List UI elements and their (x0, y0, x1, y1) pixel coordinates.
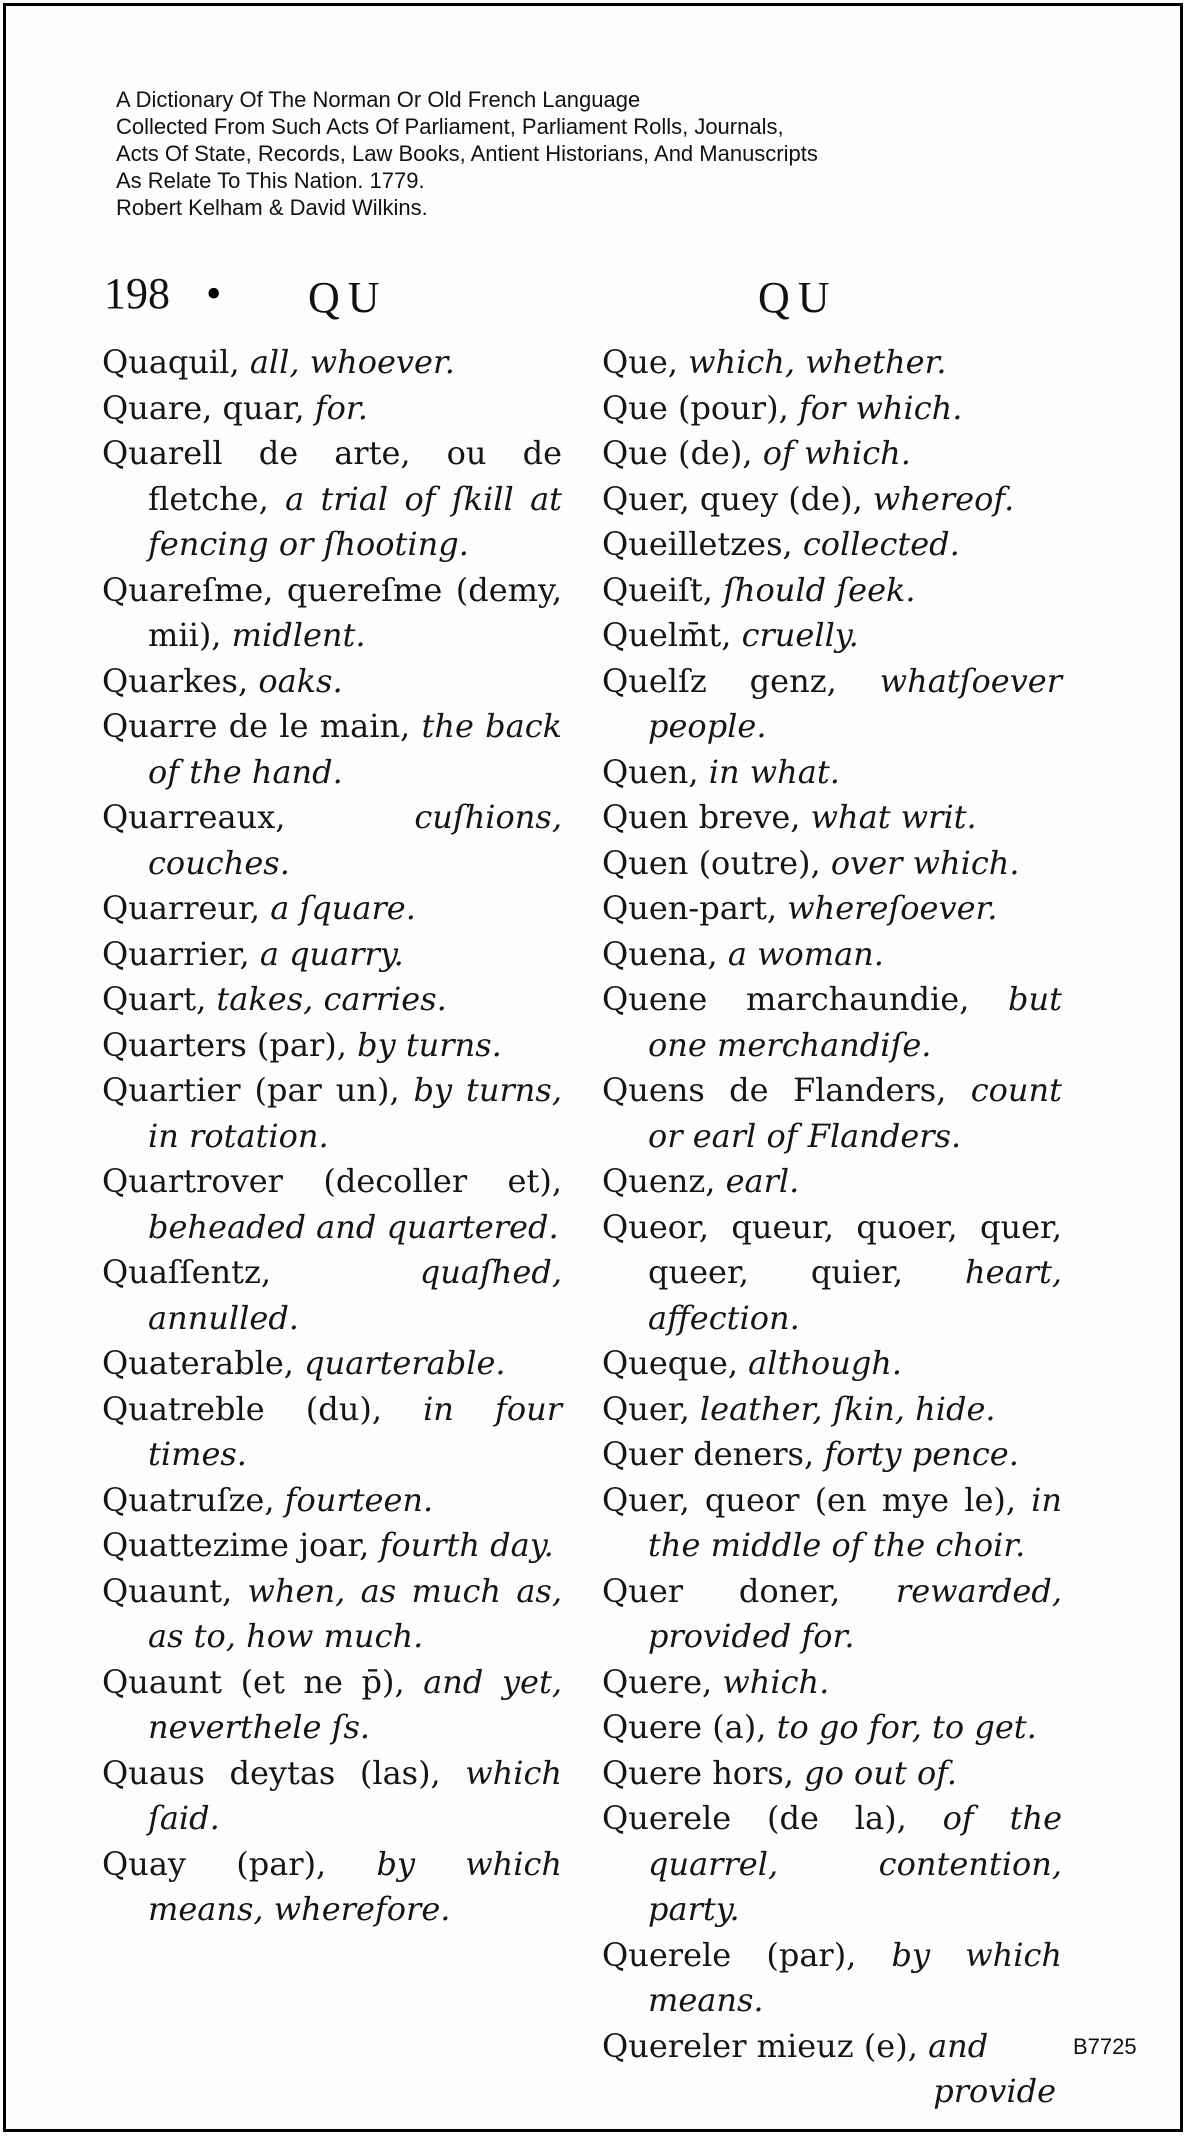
dictionary-entry (102, 1387, 562, 1478)
dictionary-entry (602, 977, 1062, 1068)
dictionary-entry (602, 1478, 1062, 1569)
entry-definition: midlent. (231, 616, 366, 654)
entry-headword: Queiſt, (602, 570, 724, 609)
entry-definition: a trial of ſkill at fencing or ſhooting. (148, 479, 563, 563)
dictionary-entry (602, 613, 1062, 659)
entry-definition: by turns, in rotation. (148, 1071, 563, 1155)
entry-headword: Quaquil, (102, 343, 250, 381)
running-head-left: QU (308, 273, 388, 322)
entry-headword: Quen, (602, 752, 709, 791)
title-line-3: Acts Of State, Records, Law Books, Antient Historians, And Manuscripts (116, 141, 818, 166)
dictionary-entry (102, 1842, 562, 1933)
dictionary-entry (602, 1705, 1062, 1751)
dictionary-entry (602, 386, 1062, 432)
entry-definition: quaſhed, annulled. (148, 1253, 562, 1337)
entry-definition: all, whoever. (249, 343, 455, 381)
entry-headword: Que, (602, 343, 689, 381)
dictionary-entry (102, 1569, 562, 1660)
dictionary-entry (602, 1068, 1062, 1159)
catalog-stamp: B7725 (1073, 2034, 1137, 2059)
entry-definition: in four times. (148, 1389, 562, 1473)
entry-definition: by which means. (648, 1935, 1063, 2019)
dictionary-entry (102, 431, 562, 568)
entry-definition: earl. (725, 1162, 800, 1200)
entry-definition: a woman. (727, 934, 884, 973)
entry-headword: Quarreur, (102, 889, 271, 927)
entry-definition: for which. (798, 388, 963, 427)
dictionary-entry (602, 841, 1062, 887)
entry-headword: Quelm̄t, (602, 616, 742, 654)
entry-headword: Quen-part, (602, 889, 788, 927)
dictionary-entry (602, 522, 1062, 568)
entry-headword: Quereler mieuz (e), (602, 2026, 929, 2065)
entry-definition: fourth day. (379, 1526, 554, 1564)
entry-headword: Quay (par), (102, 1844, 377, 1883)
entry-headword: Quen (outre), (602, 843, 831, 882)
dictionary-entry (102, 886, 562, 932)
entry-headword: Quer, quey (de), (602, 479, 873, 518)
entry-headword: Querele (de la), (602, 1799, 943, 1837)
right-column (602, 340, 1062, 2115)
dictionary-entry (102, 932, 562, 978)
dictionary-entry (102, 1159, 562, 1250)
entry-definition: what writ. (810, 798, 977, 836)
dictionary-entry (102, 795, 562, 886)
entry-definition: whatſoever people. (648, 661, 1062, 745)
entry-headword: Quarreaux, (102, 798, 415, 836)
dictionary-entry (602, 1751, 1062, 1797)
entry-headword: Que (de), (602, 434, 763, 472)
entry-headword: Quens de Flanders, (602, 1071, 971, 1109)
dictionary-entry (602, 340, 1062, 386)
entry-definition: for. (314, 388, 368, 427)
entry-headword: Quatreble (du), (102, 1389, 424, 1428)
dictionary-entry (602, 477, 1062, 523)
entry-headword: Quart, (102, 980, 217, 1018)
entry-definition: cruelly. (741, 616, 859, 654)
dictionary-entry (602, 750, 1062, 796)
entry-definition: leather, ſkin, hide. (699, 1389, 996, 1428)
dictionary-entry (102, 1751, 562, 1842)
entry-definition: quarterable. (304, 1344, 506, 1382)
dictionary-entry (102, 1250, 562, 1341)
entry-headword: Quelſz genz, (602, 661, 880, 700)
entry-headword: Quere hors, (602, 1753, 805, 1792)
entry-headword: Quer, (602, 1389, 700, 1428)
continuation-word: provide (933, 2072, 1056, 2110)
entry-headword: Quarre de le main, (102, 707, 422, 745)
dictionary-entry (602, 1933, 1062, 2024)
entry-definition: which, whether. (688, 343, 947, 381)
entry-headword: Quaunt, (102, 1571, 248, 1610)
entry-headword: Quaunt (et ne p̄), (102, 1662, 424, 1701)
entry-definition: the back of the hand. (148, 707, 563, 791)
dictionary-entry (102, 1660, 562, 1751)
entry-definition: beheaded and quartered. (148, 1207, 559, 1246)
dictionary-entry (602, 795, 1062, 841)
dictionary-entry (102, 386, 562, 432)
entry-definition: a quarry. (259, 934, 404, 973)
entry-headword: Quaus deytas (las), (102, 1753, 466, 1792)
entry-definition: and yet, neverthele ſs. (148, 1662, 562, 1746)
dictionary-entry (602, 886, 1062, 932)
entry-headword: Quatruſze, (102, 1480, 285, 1519)
entry-definition: when, as much as, as to, how much. (148, 1571, 563, 1655)
entry-headword: Quarell de arte, ou de fletche, (102, 434, 562, 518)
entry-definition: go out of. (804, 1753, 958, 1792)
page-frame (3, 3, 1183, 2132)
page-number: 198 (104, 269, 170, 318)
left-column (102, 340, 562, 1933)
dictionary-entry (102, 1023, 562, 1069)
dictionary-entry (602, 1159, 1062, 1205)
entry-headword: Que (pour), (602, 388, 799, 427)
entry-headword: Queilletzes, (602, 525, 803, 563)
dictionary-entry (602, 932, 1062, 978)
entry-headword: Quer deners, (602, 1435, 825, 1473)
entry-definition: ſhould ſeek. (723, 570, 916, 609)
dictionary-entry (102, 568, 562, 659)
entry-definition: a ſquare. (270, 889, 416, 927)
dictionary-entry (102, 659, 562, 705)
entry-headword: Quattezime joar, (102, 1526, 380, 1564)
dictionary-entry (602, 431, 1062, 477)
entry-definition: count or earl of Flanders. (648, 1071, 1062, 1155)
entry-headword: Quaſſentz, (102, 1253, 420, 1291)
entry-definition: which ſaid. (148, 1753, 562, 1837)
entry-headword: Quenz, (602, 1162, 726, 1200)
entry-definition: of the quarrel, contention, party. (648, 1799, 1063, 1928)
dictionary-entry (602, 659, 1062, 750)
dictionary-entry (602, 568, 1062, 614)
entry-definition: and (928, 2026, 989, 2065)
entry-headword: Queor, queur, quoer, quer, queer, quier, (602, 1207, 1062, 1291)
dictionary-entry (602, 1341, 1062, 1387)
entry-headword: Quare, quar, (102, 388, 315, 427)
entry-headword: Quaterable, (102, 1344, 305, 1382)
running-head-right: QU (758, 273, 838, 322)
dictionary-entry (602, 1387, 1062, 1433)
entry-definition: heart, affection. (648, 1253, 1062, 1337)
dictionary-entry (602, 2024, 1062, 2070)
entry-headword: Quer doner, (602, 1571, 896, 1610)
dictionary-entry (602, 1569, 1062, 1660)
title-line-1: A Dictionary Of The Norman Or Old French Language (116, 87, 641, 112)
entry-headword: Quarrier, (102, 934, 260, 973)
dictionary-entry (102, 1341, 562, 1387)
entry-definition: which. (722, 1662, 830, 1701)
dictionary-entry (602, 1660, 1062, 1706)
dictionary-entry (102, 704, 562, 795)
entry-headword: Quere, (602, 1662, 723, 1701)
entry-headword: Querele (par), (602, 1935, 892, 1974)
entry-definition: although. (748, 1344, 903, 1382)
title-line-2: Collected From Such Acts Of Parliament, Parliament Rolls, Journals, (116, 114, 784, 139)
entry-definition: collected. (802, 525, 960, 563)
entry-headword: Quarkes, (102, 661, 259, 700)
dictionary-entry (602, 1432, 1062, 1478)
title-block (116, 86, 1016, 221)
dictionary-entry (602, 1796, 1062, 1933)
entry-headword: Quarters (par), (102, 1025, 358, 1064)
entry-definition: fourteen. (284, 1480, 434, 1519)
entry-definition: forty pence. (824, 1435, 1019, 1473)
dictionary-entry (102, 1478, 562, 1524)
entry-definition: whereof. (872, 479, 1015, 518)
dictionary-entry (102, 340, 562, 386)
dictionary-entry (102, 1523, 562, 1569)
entry-headword: Quen breve, (602, 798, 811, 836)
entry-headword: Quer, queor (en mye le), (602, 1480, 1032, 1519)
dictionary-entry (102, 977, 562, 1023)
title-line-5: Robert Kelham & David Wilkins. (116, 195, 428, 220)
entry-headword: Queque, (602, 1344, 749, 1382)
dictionary-entry (102, 1068, 562, 1159)
entry-headword: Quareſme, quereſme (demy, mii), (102, 570, 562, 654)
entry-headword: Quartrover (decoller et), (102, 1162, 562, 1200)
entry-definition: to go for, to get. (776, 1708, 1037, 1746)
entry-headword: Quene marchaundie, (602, 980, 1009, 1018)
entry-headword: Quartier (par un), (102, 1071, 414, 1109)
page-dot: • (206, 269, 222, 318)
entry-headword: Quena, (602, 934, 728, 973)
entry-definition: by which means, wherefore. (148, 1844, 563, 1928)
title-line-4: As Relate To This Nation. 1779. (116, 168, 425, 193)
entry-definition: over which. (830, 843, 1020, 882)
entry-definition: cuſhions, couches. (148, 798, 562, 882)
entry-definition: but one merchandiſe. (648, 980, 1062, 1064)
entry-definition: oaks. (258, 661, 343, 700)
entry-definition: takes, carries. (216, 980, 447, 1018)
entry-definition: rewarded, provided for. (648, 1571, 1062, 1655)
entry-definition: by turns. (357, 1025, 502, 1064)
entry-definition: of which. (762, 434, 911, 472)
entry-definition: in the middle of the choir. (648, 1480, 1062, 1564)
entry-definition: whereſoever. (787, 889, 998, 927)
dictionary-entry (602, 1205, 1062, 1342)
entry-headword: Quere (a), (602, 1708, 777, 1746)
entry-definition: in what. (708, 752, 840, 791)
